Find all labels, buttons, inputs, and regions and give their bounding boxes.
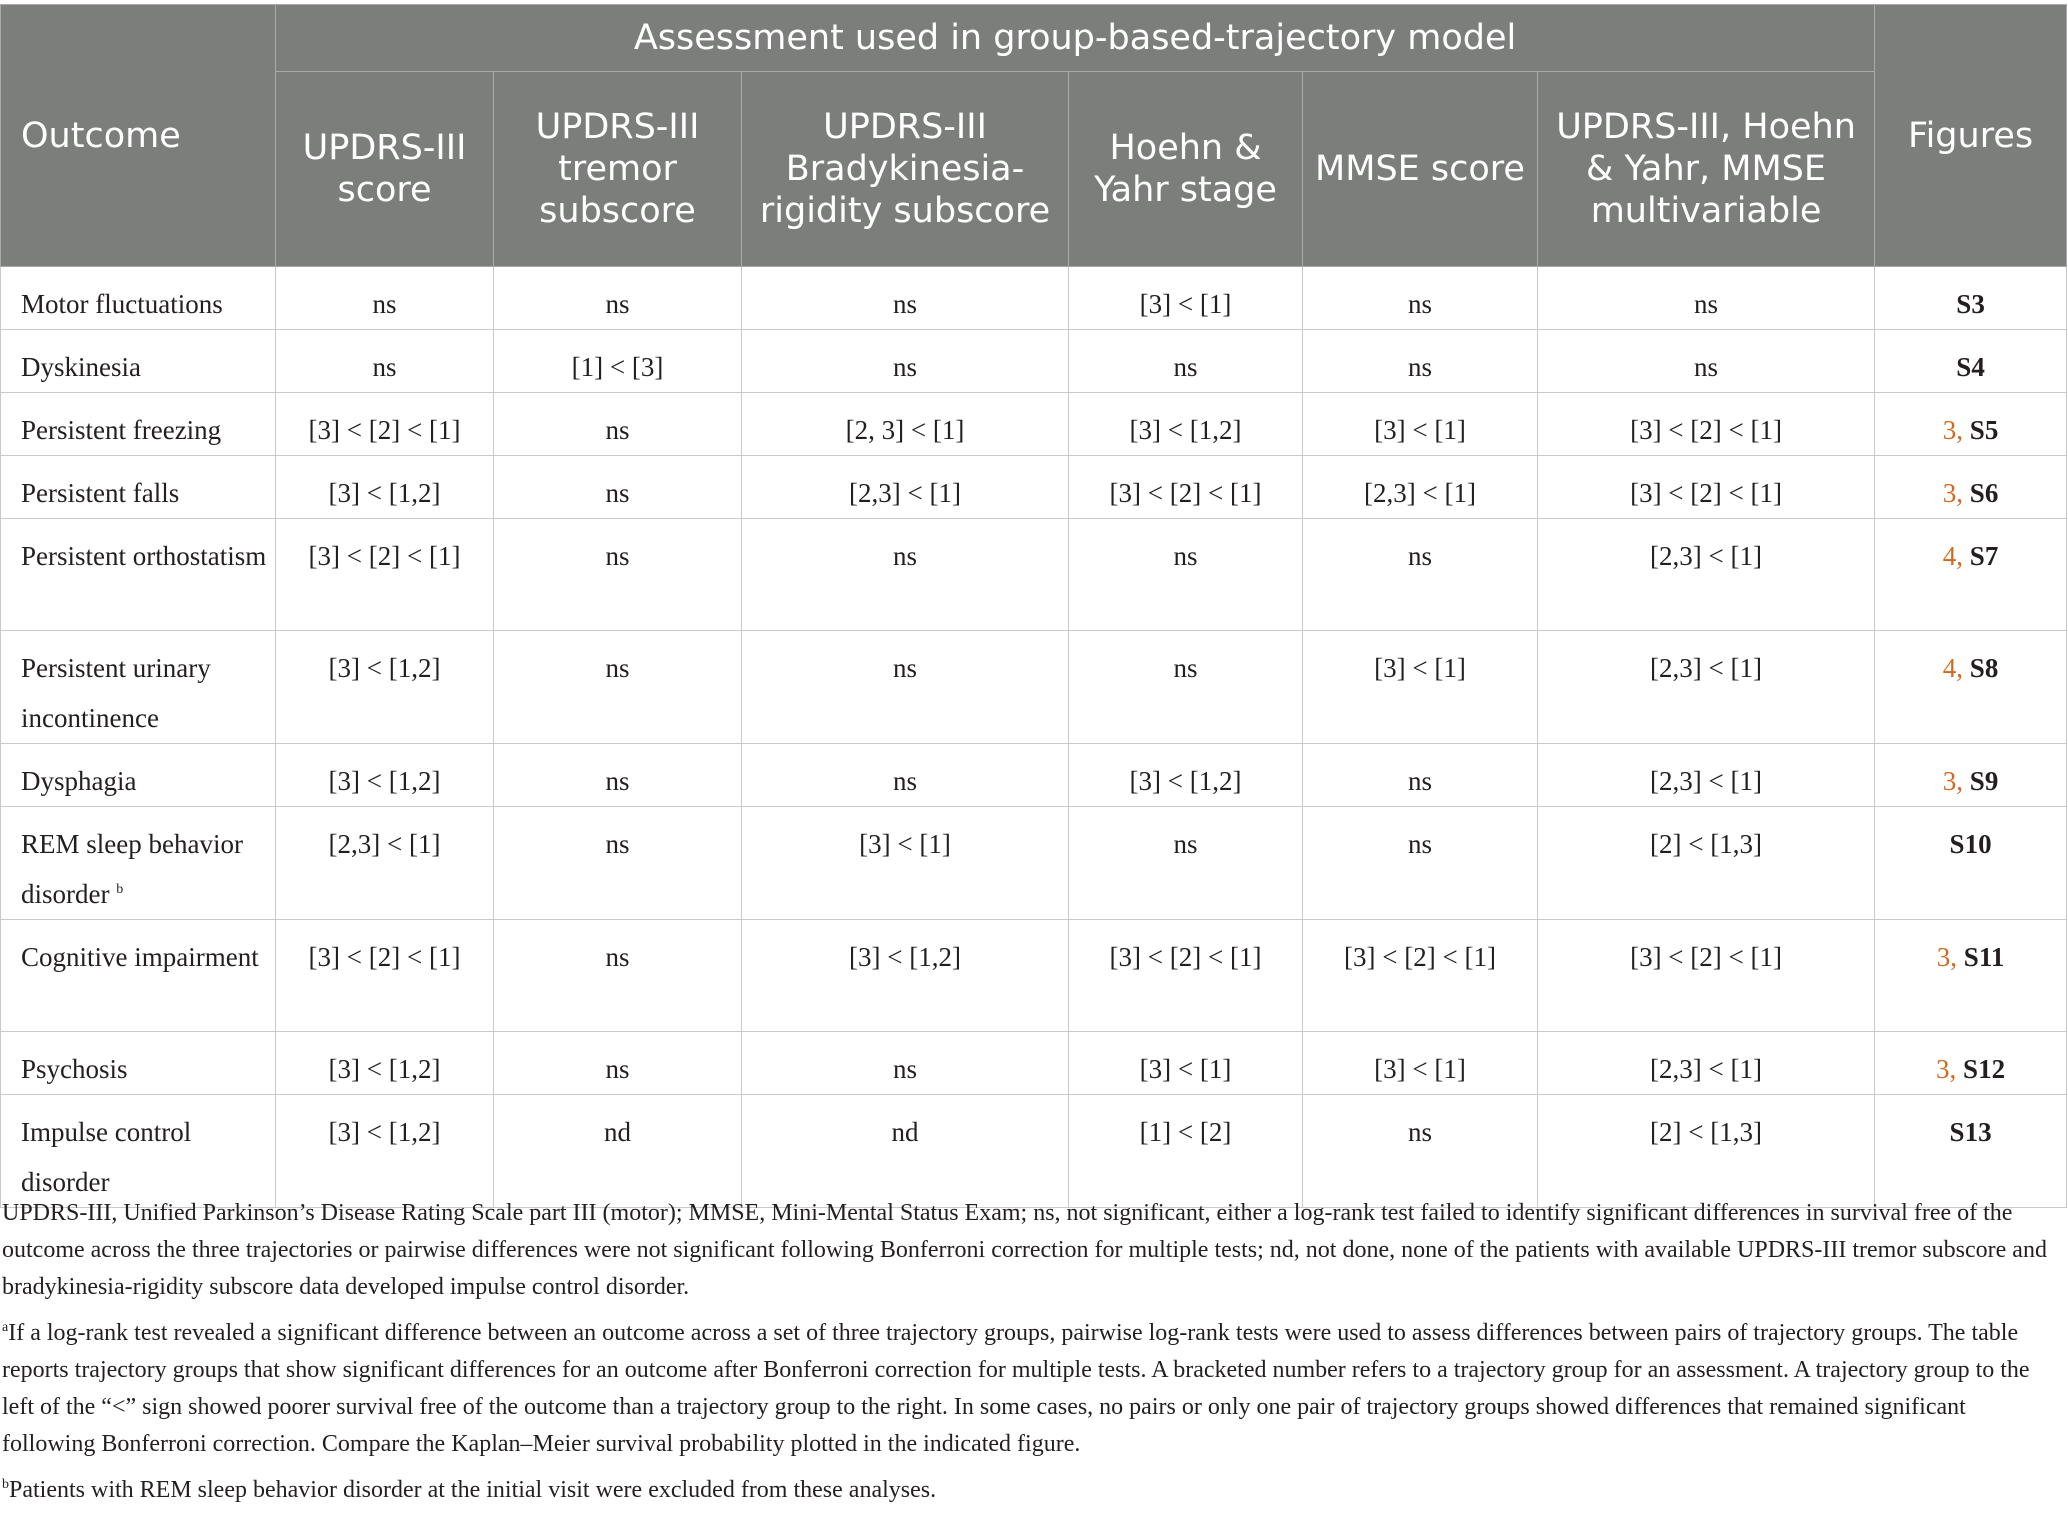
result-cell: ns [494, 807, 742, 920]
result-cell: ns [494, 267, 742, 330]
outcome-label: Persistent falls [21, 478, 180, 508]
result-cell: ns [742, 267, 1069, 330]
supplementary-figure-ref: S3 [1956, 289, 1985, 319]
supplementary-figure-ref: S7 [1969, 541, 1999, 571]
result-cell: [3] < [1,2] [1069, 744, 1303, 807]
result-cell: [3] < [1,2] [742, 920, 1069, 1032]
outcome-label: Persistent freezing [21, 415, 222, 445]
outcome-label: Dyskinesia [21, 352, 141, 382]
table-row [1, 1095, 2067, 1208]
result-cell: [3] < [2] < [1] [1069, 456, 1303, 519]
result-cell: [3] < [1] [1303, 631, 1538, 744]
column-header: UPDRS-III Bradykinesia-rigidity subscore [742, 72, 1069, 267]
figures-cell [1875, 744, 2067, 807]
result-cell: [3] < [2] < [1] [276, 519, 494, 631]
result-cell: [2, 3] < [1] [742, 393, 1069, 456]
result-cell: [3] < [2] < [1] [1303, 920, 1538, 1032]
results-table-container [0, 4, 2068, 1208]
outcome-cell [1, 1095, 276, 1208]
result-cell: [2] < [1,3] [1538, 807, 1875, 920]
outcome-cell [1, 267, 276, 330]
figures-cell [1875, 456, 2067, 519]
outcome-cell [1, 744, 276, 807]
result-cell: [3] < [1] [1069, 1032, 1303, 1095]
result-cell: [3] < [2] < [1] [1538, 393, 1875, 456]
outcome-cell [1, 807, 276, 920]
main-figure-link[interactable]: 3, [1942, 766, 1964, 796]
main-figure-link[interactable]: 3, [1942, 415, 1964, 445]
column-header: MMSE score [1303, 72, 1538, 267]
table-row [1, 807, 2067, 920]
result-cell: [3] < [1,2] [276, 631, 494, 744]
result-cell: [3] < [1,2] [276, 1095, 494, 1208]
supplementary-figure-ref: S6 [1969, 478, 1999, 508]
footnote-b-text: Patients with REM sleep behavior disorder at the initial visit were excluded from these analyses. [9, 1477, 937, 1503]
figures-cell [1875, 631, 2067, 744]
result-cell: ns [494, 519, 742, 631]
table-body [1, 267, 2067, 1208]
result-cell: ns [494, 744, 742, 807]
outcome-label: Impulse control disorder [21, 1117, 192, 1197]
result-cell: [3] < [1] [1303, 1032, 1538, 1095]
result-cell: ns [742, 1032, 1069, 1095]
assessment-group-header: Assessment used in group-based-trajectory model [276, 5, 1875, 72]
supplementary-figure-ref: S10 [1949, 829, 1992, 859]
supplementary-figure-ref: S12 [1963, 1054, 2006, 1084]
result-cell: ns [742, 519, 1069, 631]
main-figure-link[interactable]: 4, [1942, 653, 1964, 683]
main-figure-link[interactable]: 4, [1942, 541, 1964, 571]
outcome-label: Cognitive impairment [21, 942, 259, 972]
result-cell: [2,3] < [1] [1538, 744, 1875, 807]
figures-cell [1875, 393, 2067, 456]
result-cell: ns [1069, 330, 1303, 393]
table-row [1, 631, 2067, 744]
result-cell: ns [494, 920, 742, 1032]
table-row [1, 267, 2067, 330]
outcome-label: Persistent orthostatism [21, 541, 267, 571]
result-cell: ns [1303, 1095, 1538, 1208]
column-header: UPDRS-III score [276, 72, 494, 267]
result-cell: ns [1538, 267, 1875, 330]
figures-cell [1875, 330, 2067, 393]
result-cell: [3] < [2] < [1] [276, 393, 494, 456]
result-cell: [1] < [3] [494, 330, 742, 393]
table-row [1, 330, 2067, 393]
footnote-a-text: If a log-rank test revealed a significant difference between an outcome across a set of three trajectory groups, pairwise log-rank tests were used to assess differences between pairs of trajectory groups. The table reports trajectory groups that show significant differences for an outcome after Bonferroni correction for multiple tests. A bracketed number refers to a trajectory group for an assessment. A trajectory group to the left of the “<” sign showed poorer survival free of the outcome than a trajectory group to the right. In some cases, no pairs or only one pair of trajectory groups showed differences that remained significant following Bonferroni correction. Compare the Kaplan–Meier survival probability plotted in the indicated figure. [2, 1320, 2030, 1457]
result-cell: ns [742, 330, 1069, 393]
figures-cell [1875, 519, 2067, 631]
result-cell: ns [494, 456, 742, 519]
footnote-a-mark: a [2, 1320, 9, 1335]
result-cell: ns [1303, 519, 1538, 631]
outcome-cell [1, 519, 276, 631]
result-cell: ns [1303, 807, 1538, 920]
outcome-cell [1, 631, 276, 744]
result-cell: [1] < [2] [1069, 1095, 1303, 1208]
result-cell: [3] < [1] [1303, 393, 1538, 456]
result-cell: [2,3] < [1] [1303, 456, 1538, 519]
result-cell: ns [1303, 744, 1538, 807]
column-header: UPDRS-III tremor subscore [494, 72, 742, 267]
result-cell: ns [494, 1032, 742, 1095]
outcome-label: REM sleep behavior disorder [21, 829, 243, 909]
result-cell: nd [494, 1095, 742, 1208]
figures-cell [1875, 267, 2067, 330]
supplementary-figure-ref: S5 [1969, 415, 1999, 445]
table-row [1, 744, 2067, 807]
result-cell: ns [1538, 330, 1875, 393]
main-figure-link[interactable]: 3, [1942, 478, 1964, 508]
main-figure-link[interactable]: 3, [1936, 1054, 1957, 1084]
figures-cell [1875, 920, 2067, 1032]
table-row [1, 920, 2067, 1032]
result-cell: [3] < [1,2] [1069, 393, 1303, 456]
result-cell: ns [742, 631, 1069, 744]
table-row [1, 519, 2067, 631]
result-cell: ns [494, 393, 742, 456]
result-cell: ns [1303, 267, 1538, 330]
outcome-label: Motor fluctuations [21, 289, 223, 319]
footnote-marker: b [116, 882, 124, 897]
footnote-b-mark: b [2, 1477, 9, 1492]
result-cell: ns [494, 631, 742, 744]
result-cell: ns [1069, 807, 1303, 920]
outcome-cell [1, 920, 276, 1032]
outcome-label: Persistent urinary incontinence [21, 653, 211, 733]
footnote-a [2, 1315, 2060, 1463]
result-cell: [3] < [1,2] [276, 744, 494, 807]
outcome-label: Psychosis [21, 1054, 128, 1084]
outcome-header: Outcome [1, 5, 276, 267]
supplementary-figure-ref: S11 [1963, 942, 2005, 972]
supplementary-figure-ref: S4 [1956, 352, 1985, 382]
result-cell: [3] < [1] [742, 807, 1069, 920]
result-cell: [2] < [1,3] [1538, 1095, 1875, 1208]
supplementary-figure-ref: S9 [1969, 766, 1999, 796]
outcome-cell [1, 330, 276, 393]
result-cell: [2,3] < [1] [276, 807, 494, 920]
table-row [1, 1032, 2067, 1095]
footnote-abbreviations: UPDRS-III, Unified Parkinson’s Disease Rating Scale part III (motor); MMSE, Mini-Mental Status Exam; ns, not significant, either a log-rank test failed to identify significant differences in survival free of the outcome across the three trajectories or pairwise differences were not significant following Bonferroni correction for multiple tests; nd, not done, none of the patients with available UPDRS-III tremor subscore and bradykinesia-rigidity subscore data developed impulse control disorder. [2, 1200, 2047, 1300]
result-cell: [2,3] < [1] [1538, 519, 1875, 631]
table-footnotes [0, 1195, 2060, 1518]
result-cell: ns [1069, 519, 1303, 631]
result-cell: [3] < [2] < [1] [276, 920, 494, 1032]
result-cell: [3] < [2] < [1] [1069, 920, 1303, 1032]
supplementary-figure-ref: S8 [1969, 653, 1999, 683]
result-cell: ns [1303, 330, 1538, 393]
footnote-b [2, 1472, 2060, 1509]
result-cell: [3] < [1] [1069, 267, 1303, 330]
result-cell: [3] < [2] < [1] [1538, 920, 1875, 1032]
column-header: UPDRS-III, Hoehn & Yahr, MMSE multivariable [1538, 72, 1875, 267]
main-figure-link[interactable]: 3, [1936, 942, 1958, 972]
outcome-cell [1, 393, 276, 456]
figures-cell [1875, 807, 2067, 920]
result-cell: [2,3] < [1] [1538, 1032, 1875, 1095]
result-cell: ns [276, 267, 494, 330]
result-cell: ns [742, 744, 1069, 807]
outcome-label: Dysphagia [21, 766, 137, 796]
column-header: Hoehn & Yahr stage [1069, 72, 1303, 267]
figures-cell [1875, 1032, 2067, 1095]
result-cell: ns [1069, 631, 1303, 744]
result-cell: [3] < [2] < [1] [1538, 456, 1875, 519]
outcome-cell [1, 1032, 276, 1095]
result-cell: [3] < [1,2] [276, 1032, 494, 1095]
table-row [1, 456, 2067, 519]
supplementary-figure-ref: S13 [1949, 1117, 1992, 1147]
result-cell: [2,3] < [1] [1538, 631, 1875, 744]
figures-header: Figures [1875, 5, 2067, 267]
result-cell: ns [276, 330, 494, 393]
result-cell: [3] < [1,2] [276, 456, 494, 519]
result-cell: [2,3] < [1] [742, 456, 1069, 519]
figures-cell [1875, 1095, 2067, 1208]
outcome-cell [1, 456, 276, 519]
result-cell: nd [742, 1095, 1069, 1208]
table-row [1, 393, 2067, 456]
results-table [0, 4, 2067, 1208]
